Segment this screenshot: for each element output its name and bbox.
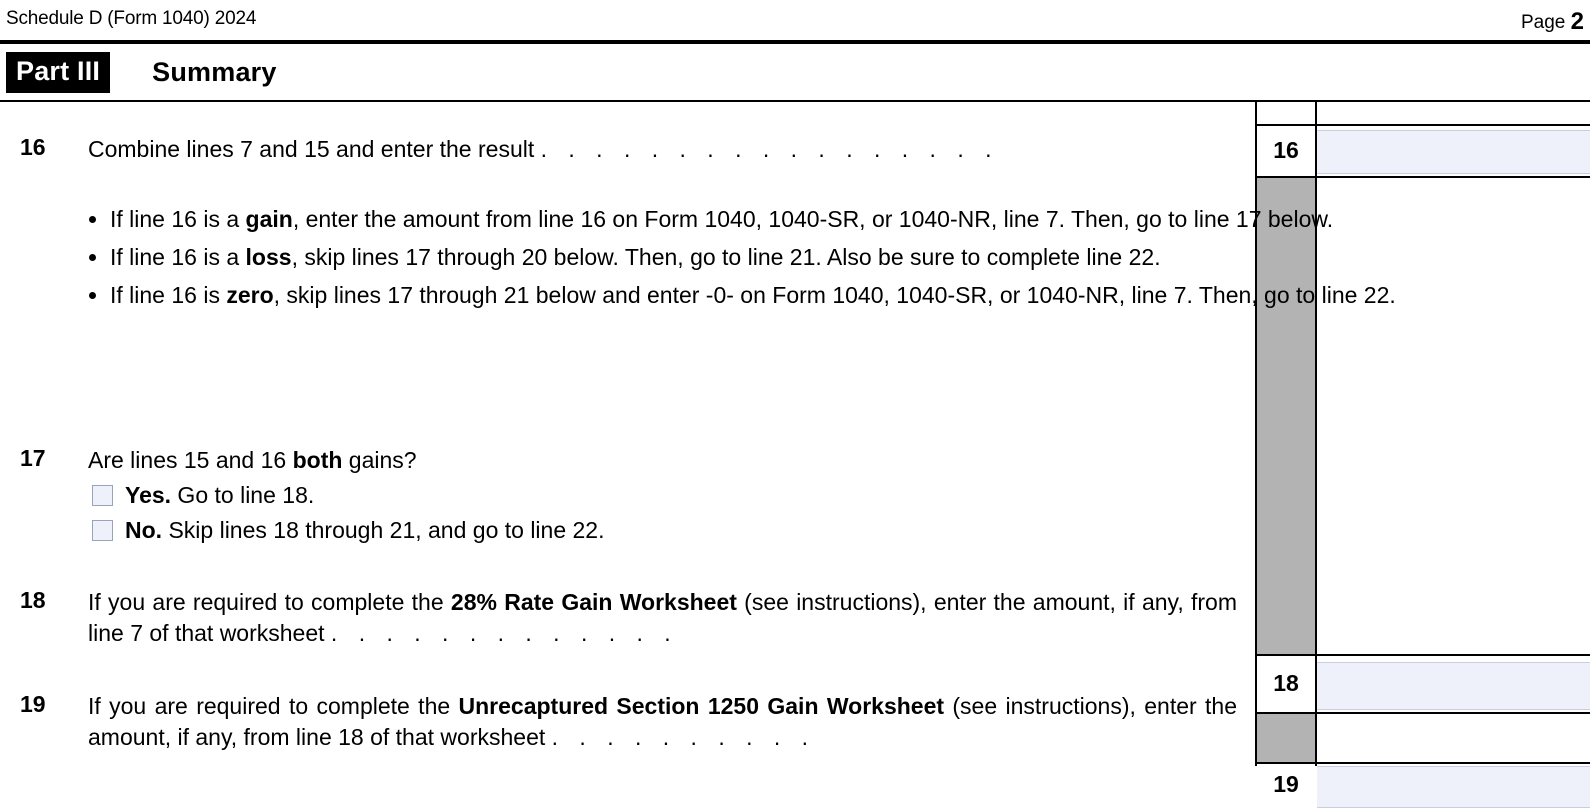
grey-filler-2 (1257, 712, 1315, 762)
checkbox-no-icon[interactable] (92, 520, 113, 541)
line-16-bullet-loss (110, 242, 1570, 273)
summary-body (0, 102, 1590, 797)
bullet-zero-pre: If line 16 is (110, 282, 227, 308)
part-tag: Part III (6, 52, 110, 93)
line-19-number: 19 (20, 691, 46, 717)
line-17-question-post: gains? (342, 447, 417, 473)
line-16-bullet-gain (110, 204, 1570, 235)
page-word: Page (1520, 12, 1566, 33)
line-19-leaders: . . . . . . . . . . (551, 724, 816, 750)
line-17-yes-text (125, 480, 314, 510)
line-17-yes-bold: Yes. (125, 482, 172, 508)
money-rule-top (1255, 124, 1590, 126)
line-17-yes-option[interactable] (92, 480, 314, 510)
line-17-question-bold: both (292, 447, 343, 473)
line-16-bullet-zero (110, 280, 1570, 311)
line-16-bullets (88, 204, 1570, 318)
bullet-gain-pre: If line 16 is a (110, 206, 246, 232)
line-17-question (88, 445, 1237, 476)
bullet-loss-pre: If line 16 is a (110, 244, 246, 270)
line-18-number: 18 (20, 587, 46, 613)
page-header (0, 0, 1590, 40)
bullet-zero-bold: zero (226, 282, 274, 308)
line-18-text-pre: If you are required to complete the (88, 589, 451, 615)
line-17-yes-rest: Go to line 18. (171, 482, 315, 508)
page-number-label (1521, 8, 1584, 36)
bullet-gain-post: , enter the amount from line 16 on Form 1040, 1040-SR, or 1040-NR, line 7. Then, go to line 17 below. (292, 206, 1334, 232)
line-17-no-rest: Skip lines 18 through 21, and go to line 22. (162, 517, 605, 543)
line-16-box-number: 16 (1257, 124, 1315, 176)
line-16-amount-input[interactable] (1317, 130, 1590, 174)
line-19-text-post: (see instructions), enter the amount, if any, from line 18 of that worksheet (88, 693, 1237, 750)
line-17-no-text (125, 515, 605, 545)
money-rule-16 (1255, 176, 1590, 178)
line-18-text-bold: 28% Rate Gain Worksheet (450, 589, 737, 615)
part-iii-band (0, 44, 1590, 100)
line-17-number: 17 (20, 445, 46, 471)
line-17-no-bold: No. (125, 517, 163, 543)
line-19-text (88, 691, 1237, 753)
line-18-box-number: 18 (1257, 654, 1315, 712)
line-18-text-post: (see instructions), enter the amount, if any, from line 7 of that worksheet (88, 589, 1237, 646)
bullet-loss-post: , skip lines 17 through 20 below. Then, go to line 21. Also be sure to complete line 22. (291, 244, 1161, 270)
line-16-description: Combine lines 7 and 15 and enter the result (88, 136, 535, 162)
line-18-leaders: . . . . . . . . . . . . . (330, 620, 679, 646)
line-19-box-number: 19 (1257, 762, 1315, 806)
line-17-question-pre: Are lines 15 and 16 (88, 447, 293, 473)
line-16-number: 16 (20, 134, 46, 160)
bullet-loss-bold: loss (245, 244, 292, 270)
line-16-text (88, 134, 1237, 165)
line-19-text-pre: If you are required to complete the (88, 693, 459, 719)
line-16-leaders: . . . . . . . . . . . . . . . . . (540, 136, 999, 162)
money-rule-18-bottom (1255, 712, 1590, 714)
money-rule-19-top (1255, 762, 1590, 764)
line-18-text (88, 587, 1237, 649)
money-rule-18-top (1255, 654, 1590, 656)
line-19-amount-input[interactable] (1317, 766, 1590, 808)
bullet-zero-post: , skip lines 17 through 21 below and enter -0- on Form 1040, 1040-SR, or 1040-NR, line 7. Then, go to line 22. (273, 282, 1396, 308)
line-19-text-bold: Unrecaptured Section 1250 Gain Worksheet (458, 693, 945, 719)
checkbox-yes-icon[interactable] (92, 485, 113, 506)
part-title: Summary (152, 56, 277, 87)
form-reference: Schedule D (Form 1040) 2024 (6, 8, 257, 29)
bullet-gain-bold: gain (245, 206, 293, 232)
line-17-no-option[interactable] (92, 515, 605, 545)
line-18-amount-input[interactable] (1317, 662, 1590, 710)
page-number: 2 (1570, 8, 1584, 35)
